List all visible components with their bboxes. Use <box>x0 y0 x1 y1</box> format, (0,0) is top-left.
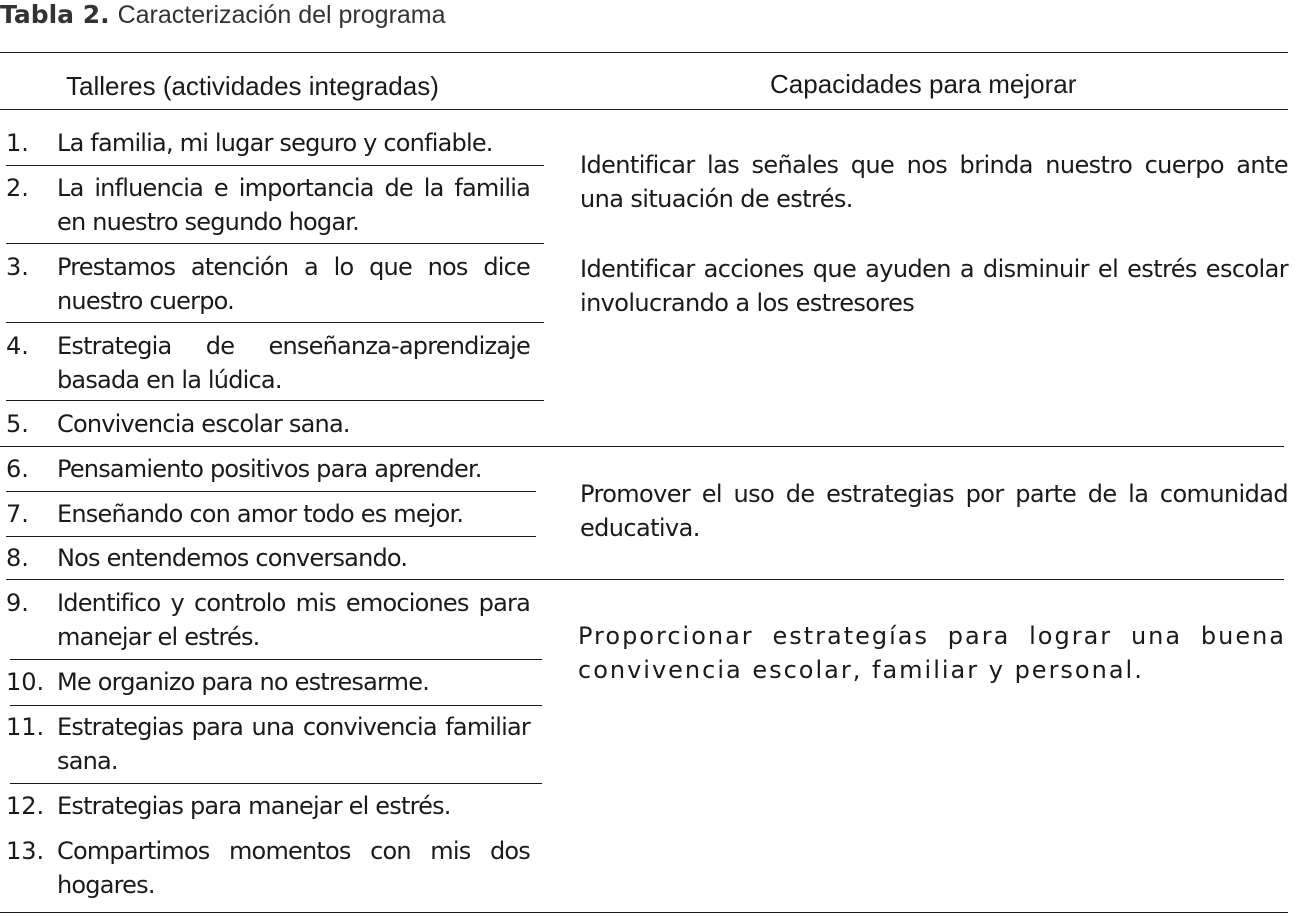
workshop-text: Compartimos momentos con mis dos hogares. <box>57 837 530 899</box>
workshop-text: La influencia e importancia de la familia en nuestro segundo hogar. <box>57 174 530 236</box>
table-caption <box>0 0 446 32</box>
workshop-number: 12. <box>6 792 45 820</box>
workshop-text: Me organizo para no estresarme. <box>57 668 430 696</box>
row-divider <box>6 322 544 323</box>
capacity-text-2: Identificar acciones que ayuden a disminuir el estrés escolar involucrando a los estresores <box>580 255 1288 317</box>
table-top-rule <box>0 52 1288 53</box>
group-divider <box>0 446 1284 447</box>
workshop-number: 13. <box>6 837 45 865</box>
workshop-text: Nos entendemos conversando. <box>57 544 408 572</box>
capacity-text-1: Identificar las señales que nos brinda nuestro cuerpo ante una situación de estrés. <box>580 151 1288 213</box>
workshop-row-4 <box>6 329 530 397</box>
workshop-number: 5. <box>6 410 29 438</box>
row-divider <box>6 536 536 537</box>
column-header-capacities: Capacidades para mejorar <box>770 69 1077 99</box>
capacity-text-4: Proporcionar estrategías para lograr una buena convivencia escolar, familiar y personal. <box>578 622 1286 684</box>
row-divider <box>6 491 536 492</box>
row-divider <box>10 705 542 706</box>
workshop-row-5 <box>6 407 530 441</box>
workshop-text: Estrategias para una convivencia familiar sana. <box>57 713 530 775</box>
row-divider <box>6 165 544 166</box>
workshop-text: Estrategia de enseñanza-aprendizaje basada en la lúdica. <box>57 332 530 394</box>
row-divider <box>6 243 544 244</box>
workshop-number: 10. <box>6 668 45 696</box>
workshop-text: La familia, mi lugar seguro y confiable. <box>57 129 493 157</box>
workshop-row-13 <box>6 834 530 902</box>
capacity-text-3: Promover el uso de estrategias por parte de la comunidad educativa. <box>580 480 1288 542</box>
workshop-number: 9. <box>6 589 29 617</box>
workshop-text: Enseñando con amor todo es mejor. <box>57 500 464 528</box>
header-bottom-rule <box>0 109 1288 110</box>
workshop-text: Convivencia escolar sana. <box>57 410 350 438</box>
workshop-text: Identifico y controlo mis emociones para manejar el estrés. <box>57 589 530 651</box>
workshop-row-6 <box>6 452 530 486</box>
workshop-row-2 <box>6 171 530 239</box>
workshop-row-1 <box>6 126 530 160</box>
table-bottom-rule <box>0 912 1288 913</box>
workshop-number: 2. <box>6 174 29 202</box>
workshop-row-9 <box>6 586 530 654</box>
workshop-number: 6. <box>6 455 29 483</box>
row-divider <box>10 659 542 660</box>
row-divider <box>6 400 544 401</box>
workshop-number: 11. <box>6 713 45 741</box>
workshop-row-8 <box>6 541 530 575</box>
workshop-number: 4. <box>6 332 29 360</box>
caption-label: Tabla 2. <box>0 0 110 29</box>
workshop-row-7 <box>6 497 530 531</box>
workshop-row-12 <box>6 789 530 823</box>
column-header-workshops: Talleres (actividades integradas) <box>66 71 439 101</box>
workshop-text: Prestamos atención a lo que nos dice nuestro cuerpo. <box>57 253 530 315</box>
workshop-number: 7. <box>6 500 29 528</box>
workshop-row-10 <box>6 665 530 699</box>
workshop-row-3 <box>6 250 530 318</box>
group-divider <box>6 579 1284 580</box>
caption-title: Caracterización del programa <box>117 1 446 29</box>
workshop-number: 8. <box>6 544 29 572</box>
workshop-text: Estrategias para manejar el estrés. <box>57 792 451 820</box>
workshop-row-11 <box>6 710 530 778</box>
row-divider <box>10 783 542 784</box>
workshop-number: 1. <box>6 129 29 157</box>
workshop-text: Pensamiento positivos para aprender. <box>57 455 482 483</box>
workshop-number: 3. <box>6 253 29 281</box>
